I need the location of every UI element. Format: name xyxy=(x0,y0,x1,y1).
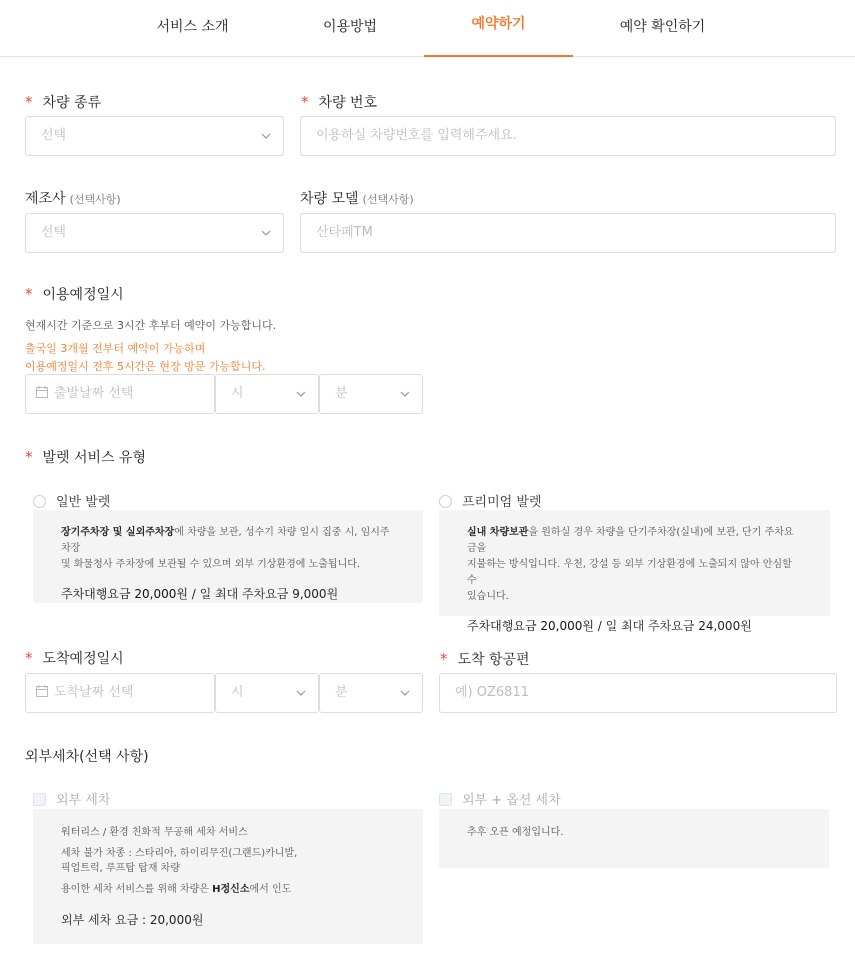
tab-how-to-use[interactable]: 이용방법 xyxy=(322,19,378,35)
calendar-icon xyxy=(36,685,48,697)
minute-value: 분 xyxy=(335,386,348,401)
schedule-label-text: 이용예정일시 xyxy=(42,287,124,303)
general-valet-label: 일반 발렛 xyxy=(56,495,111,510)
required-mark: * xyxy=(25,93,33,111)
arrival-flight-input[interactable] xyxy=(439,673,837,713)
vehicle-number-label-text: 차량 번호 xyxy=(318,95,378,111)
departure-hour-select[interactable] xyxy=(215,374,319,414)
chevron-down-icon xyxy=(400,688,410,698)
required-mark: * xyxy=(301,93,309,111)
general-valet-desc xyxy=(61,525,395,557)
schedule-warning-2: 이용예정일시 전후 5시간은 현장 방문 가능합니다. xyxy=(25,360,266,373)
exterior-wash-line3 xyxy=(61,882,395,897)
hour-value: 시 xyxy=(231,386,244,401)
chevron-down-icon xyxy=(400,389,410,399)
exterior-wash-line3-bold: H정신소 xyxy=(212,884,250,895)
vehicle-type-label-text: 차량 종류 xyxy=(42,95,102,111)
general-valet-option[interactable] xyxy=(33,491,110,510)
general-valet-desc-bold: 장기주차장 및 실외주차장 xyxy=(61,527,175,538)
vehicle-number-input[interactable] xyxy=(300,116,836,156)
exterior-option-wash-option[interactable] xyxy=(439,789,561,808)
vehicle-model-label xyxy=(300,188,414,208)
top-nav xyxy=(0,0,855,57)
general-valet-desc-rest: 에 차량을 보관, 성수기 차량 일시 집중 시, 임시주차장 xyxy=(61,527,390,554)
tab-reservation[interactable]: 예약하기 xyxy=(471,16,526,32)
radio-button[interactable] xyxy=(439,495,452,508)
vehicle-number-label xyxy=(301,92,377,112)
exterior-option-wash-line1: 추후 오픈 예정입니다. xyxy=(467,827,564,838)
hour-value: 시 xyxy=(231,685,244,700)
tab-service-intro[interactable]: 서비스 소개 xyxy=(156,19,229,35)
premium-valet-desc-rest: 을 원하실 경우 차량을 단기주차장(실내)에 보관, 단기 주차요금을 xyxy=(467,527,794,554)
exterior-wash-line3-post: 에서 인도 xyxy=(249,884,292,895)
manufacturer-label-text: 제조사 xyxy=(25,191,66,207)
general-valet-price xyxy=(61,585,395,602)
manufacturer-select[interactable] xyxy=(25,213,284,253)
valet-label-text: 발렛 서비스 유형 xyxy=(42,450,147,466)
calendar-icon xyxy=(36,386,48,398)
chevron-down-icon xyxy=(296,688,306,698)
arrival-minute-select[interactable] xyxy=(319,673,423,713)
optional-tag: (선택사항) xyxy=(362,193,414,206)
exterior-wash-line1: 워터리스 / 환경 친화적 무공해 세차 서비스 xyxy=(61,827,248,838)
chevron-down-icon xyxy=(261,131,271,141)
schedule-warning-1: 출국일 3개월 전부터 예약이 가능하며 xyxy=(25,342,206,355)
premium-valet-desc-line2: 지불하는 방식입니다. 우천, 강설 등 외부 기상환경에 노출되지 않아 안심할 수 xyxy=(467,559,792,586)
premium-valet-desc xyxy=(467,525,802,557)
premium-valet-price-extra: / 일 최대 주차요금 24,000원 xyxy=(593,619,752,633)
minute-value: 분 xyxy=(335,685,348,700)
arrival-date-picker[interactable] xyxy=(25,673,215,713)
exterior-wash-label: 외부 세차 xyxy=(56,793,111,808)
required-mark: * xyxy=(25,649,33,667)
arrival-label-text: 도착예정일시 xyxy=(42,651,124,667)
exterior-wash-line2b: 픽업트럭, 루프탑 탑재 차량 xyxy=(61,863,180,874)
exterior-wash-line2a: 세차 불가 차종 : 스타리아, 하이리무진(그랜드)카니발, xyxy=(61,848,298,859)
flight-placeholder: 예) OZ6811 xyxy=(455,685,529,700)
premium-valet-desc-line3: 있습니다. xyxy=(467,591,509,602)
wash-label: 외부세차(선택 사항) xyxy=(25,749,149,765)
vehicle-model-input[interactable] xyxy=(300,213,836,253)
departure-minute-select[interactable] xyxy=(319,374,423,414)
manufacturer-label xyxy=(25,188,121,208)
premium-valet-desc-bold: 실내 차량보관 xyxy=(467,527,529,538)
chevron-down-icon xyxy=(296,389,306,399)
vehicle-number-placeholder: 이용하실 차량번호를 입력해주세요. xyxy=(316,128,517,143)
departure-date-picker[interactable] xyxy=(25,374,215,414)
arrival-date-placeholder: 도착날짜 선택 xyxy=(54,685,134,700)
general-valet-price-extra: / 일 최대 주차요금 9,000원 xyxy=(187,587,339,601)
exterior-wash-option[interactable] xyxy=(33,789,110,808)
exterior-option-wash-info xyxy=(439,809,829,868)
exterior-wash-line3-pre: 용이한 세차 서비스를 위해 차량은 xyxy=(61,884,213,895)
vehicle-model-placeholder: 산타페TM xyxy=(316,225,373,240)
premium-valet-price-main: 주차대행요금 20,000원 xyxy=(467,619,594,633)
premium-valet-info xyxy=(439,510,830,633)
vehicle-model-label-text: 차량 모델 xyxy=(300,191,359,207)
flight-label xyxy=(440,649,530,669)
premium-valet-label: 프리미엄 발렛 xyxy=(462,495,542,510)
premium-valet-option[interactable] xyxy=(439,491,541,510)
checkbox[interactable] xyxy=(33,793,46,806)
general-valet-price-main: 주차대행요금 20,000원 xyxy=(61,587,188,601)
checkbox[interactable] xyxy=(439,793,452,806)
schedule-note: 현재시간 기준으로 3시간 후부터 예약이 가능합니다. xyxy=(25,319,277,332)
valet-label xyxy=(25,447,146,467)
arrival-label xyxy=(25,648,124,668)
general-valet-desc-line2: 및 화물청사 주차장에 보관될 수 있으며 외부 기상환경에 노출됩니다. xyxy=(61,559,361,570)
required-mark: * xyxy=(440,650,448,668)
active-tab-indicator xyxy=(424,55,573,57)
tab-reservation-check[interactable]: 예약 확인하기 xyxy=(619,19,706,35)
general-valet-info xyxy=(33,510,423,603)
schedule-label xyxy=(25,284,124,304)
premium-valet-price xyxy=(467,617,802,634)
required-mark: * xyxy=(25,448,33,466)
optional-tag: (선택사항) xyxy=(69,193,121,206)
radio-button[interactable] xyxy=(33,495,46,508)
chevron-down-icon xyxy=(261,228,271,238)
exterior-option-wash-label: 외부 + 옵션 세차 xyxy=(462,793,561,808)
exterior-wash-price: 외부 세차 요금 : 20,000원 xyxy=(61,913,204,927)
vehicle-type-select[interactable] xyxy=(25,116,284,156)
vehicle-type-label xyxy=(25,92,101,112)
exterior-wash-info xyxy=(33,809,423,944)
flight-label-text: 도착 항공편 xyxy=(457,652,530,668)
required-mark: * xyxy=(25,285,33,303)
departure-date-placeholder: 출발날짜 선택 xyxy=(54,386,134,401)
vehicle-type-value: 선택 xyxy=(41,128,67,143)
manufacturer-value: 선택 xyxy=(41,225,67,240)
arrival-hour-select[interactable] xyxy=(215,673,319,713)
